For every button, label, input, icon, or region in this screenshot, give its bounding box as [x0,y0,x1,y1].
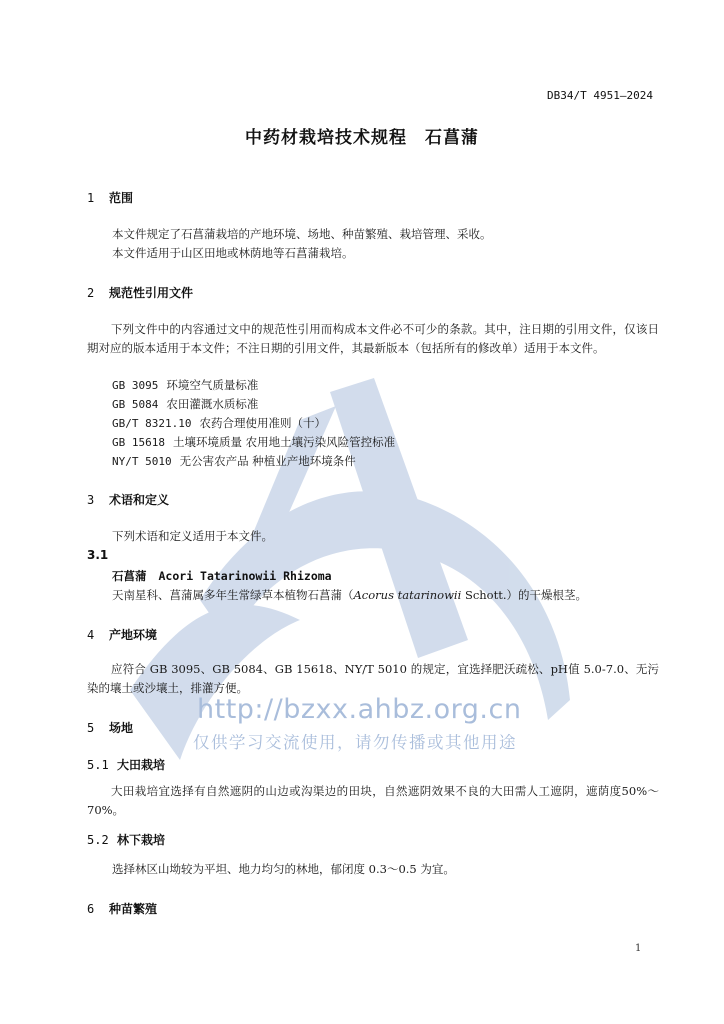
definition-text: 天南星科、菖蒲属多年生常绿草本植物石菖蒲（ [112,588,354,602]
reference-code: GB 5084 [112,398,159,411]
section-number: 2 [87,286,95,300]
subsection-number: 5.1 [87,758,109,772]
section-title: 规范性引用文件 [109,286,194,300]
subsection-title: 林下栽培 [117,833,166,847]
term-number: 3.1 [87,548,109,562]
reference-name: 土壤环境质量 农用地土壤污染风险管控标准 [172,435,396,449]
reference-code: GB 3095 [112,379,159,392]
reference-name: 农田灌溉水质标准 [166,397,259,411]
section-3-heading [87,491,169,508]
standard-number: DB34/T 4951—2024 [547,89,653,102]
subsection-number: 5.2 [87,833,109,847]
reference-code: NY/T 5010 [112,455,172,468]
definition-text: Schott.）的干燥根茎。 [461,588,587,602]
paragraph: 大田栽培宜选择有自然遮阴的山边或沟渠边的田块，自然遮阴效果不良的大田需人工遮阴，遮荫度50%～70%。 [87,784,659,817]
term-chinese: 石菖蒲 [112,569,147,583]
paragraph: 下列术语和定义适用于本文件。 [112,529,273,543]
section-title: 种苗繁殖 [109,902,158,916]
watermark-url: http://bzxx.ahbz.org.cn [197,694,522,725]
section-title: 术语和定义 [109,493,170,507]
section-title: 场地 [109,721,134,735]
term-entry [112,568,332,584]
section-4-heading [87,626,157,643]
latin-name: Acorus tatarinowii [353,588,462,602]
reference-item [112,415,326,431]
section-title: 产地环境 [109,628,158,642]
section-number: 6 [87,902,95,916]
reference-item [112,377,258,393]
reference-code: GB 15618 [112,436,165,449]
section-title: 范围 [109,191,134,205]
reference-item [112,434,395,450]
section-6-heading [87,900,157,917]
paragraph: 选择林区山坳较为平坦、地力均匀的林地，郁闭度 0.3～0.5 为宜。 [112,862,455,876]
watermark-note: 仅供学习交流使用，请勿传播或其他用途 [193,733,517,752]
subsection-5-1-heading [87,756,165,773]
term-english: Acori Tatarinowii Rhizoma [158,569,332,583]
reference-name: 环境空气质量标准 [166,378,259,392]
section-2-heading [87,284,193,301]
subsection-title: 大田栽培 [117,758,166,772]
document-title: 中药材栽培技术规程 石菖蒲 [245,128,479,148]
section-number: 3 [87,493,95,507]
section-number: 5 [87,721,95,735]
reference-name: 无公害农产品 种植业产地环境条件 [179,454,356,468]
term-definition [112,587,587,603]
section-number: 1 [87,191,95,205]
subsection-5-2-heading [87,831,165,848]
paragraph: 应符合 GB 3095、GB 5084、GB 15618、NY/T 5010 的规定，宜选择肥沃疏松、pH值 5.0-7.0、无污染的壤土或沙壤土，排灌方便。 [87,662,659,695]
reference-item [112,453,356,469]
page-number: 1 [635,943,642,954]
section-5-heading [87,719,133,736]
reference-code: GB/T 8321.10 [112,417,192,430]
paragraph: 下列文件中的内容通过文中的规范性引用而构成本文件必不可少的条款。其中，注日期的引用文件，仅该日期对应的版本适用于本文件；不注日期的引用文件，其最新版本（包括所有的修改单）适用于本文件。 [87,322,659,355]
reference-item [112,396,258,412]
paragraph: 本文件适用于山区田地或林荫地等石菖蒲栽培。 [112,246,354,260]
section-number: 4 [87,628,95,642]
reference-name: 农药合理使用准则（十） [199,416,326,430]
section-1-heading [87,189,133,206]
paragraph: 本文件规定了石菖蒲栽培的产地环境、场地、种苗繁殖、栽培管理、采收。 [112,227,492,241]
